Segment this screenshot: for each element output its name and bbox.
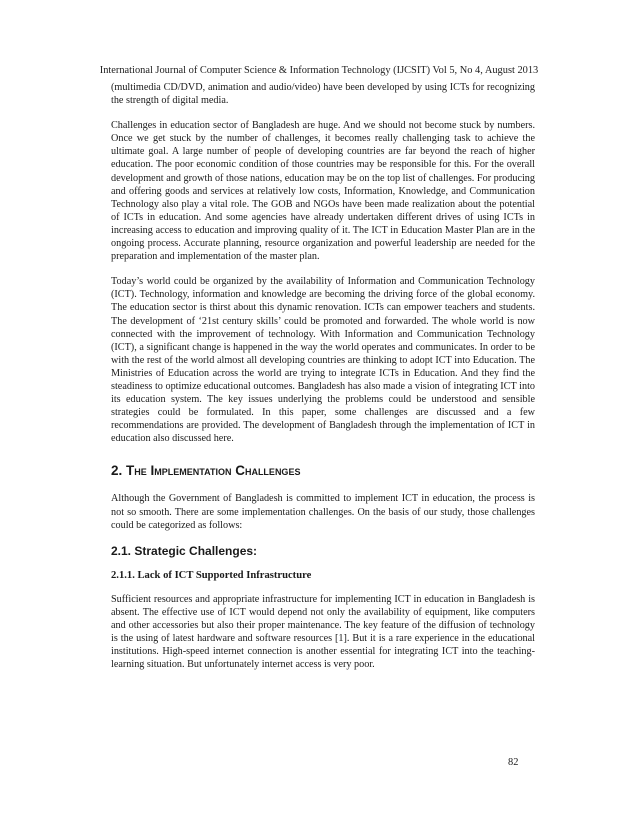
page-number: 82 [508,757,519,768]
paragraph-3: Today’s world could be organized by the availability of Information and Communication Technology (ICT). Technology, information and knowledge are becoming the driving force of the global economy. The education sector is thirst about this dynamic renovation. ICTs can empower teachers and students. The development of ‘21st century skills’ could be promoted and forwarded. The whole world is now connected with the improvement of technology. With Information and Communication Technology (ICT), a significant change is happened in the way the world operates and communicates. In order to be with the rest of the world almost all developing countries are thinking to adopt ICT into Education. The Ministries of Education across the world are trying to integrate ICTs in Education. And they find the steadiness to optimize educational outcomes. Bangladesh has also made a vision of integrating ICT into its education system. The key issues underlying the problems could be understood and sensible strategies could be formulated. In this paper, some challenges are discussed and a few recommendations are provided. The development of Bangladesh through the implementation of ICT in education also discussed here. [111,276,535,445]
section-2-title: The Implementation Challenges [126,463,301,479]
paragraph-2: Challenges in education sector of Bangladesh are huge. And we should not become stuck by numbers. Once we get stuck by the number of challenges, it becomes really challenging task to achieve the ultimate goal. A large number of people of developing countries are far beyond the reach of higher education. The poor economic condition of those countries may be responsible for this. For the overall development and growth of those nations, education may be on the top list of challenges. For producing and offering goods and services at relatively low costs, Information, Knowledge, and Communication Technology also play a vital role. The GOB and NGOs have been made realization about the potential of ICTs in education. And some agencies have already undertaken different drives of using ICTs in increasing access to education and improving quality of it. The ICT in Education Master Plan are in the ongoing process. Accurate planning, resource organization and powerful leadership are needed for the preparation and implementation of the master plan. [111,120,535,263]
running-header: International Journal of Computer Science & Information Technology (IJCSIT) Vol 5, No 4, August 2013 [99,65,539,76]
section-2-number: 2. [111,463,123,479]
body-text [111,81,535,683]
paragraph-1: (multimedia CD/DVD, animation and audio/video) have been developed by using ICTs for recognizing the strength of digital media. [111,82,535,107]
paragraph-5: Sufficient resources and appropriate infrastructure for implementing ICT in education in Bangladesh is absent. The effective use of ICT would depend not only the availability of equipment, like computers and other accessories but also their proper maintenance. The key feature of the diffusion of technology is the using of latest hardware and software resources [1]. But it is a rare experience in the educational institutions. High-speed internet connection is another essential for integrating ICT into the teaching-learning situation. But unfortunately internet access is very poor. [111,593,535,671]
subsection-2-1-heading: 2.1. Strategic Challenges: [111,543,258,558]
paragraph-4: Although the Government of Bangladesh is committed to implement ICT in education, the process is not so smooth. There are some implementation challenges. On the basis of our study, those challenges could be categorized as follows: [111,493,535,531]
section-2-heading [111,463,535,478]
subsection-2-1-1-heading: 2.1.1. Lack of ICT Supported Infrastructure [111,569,312,581]
